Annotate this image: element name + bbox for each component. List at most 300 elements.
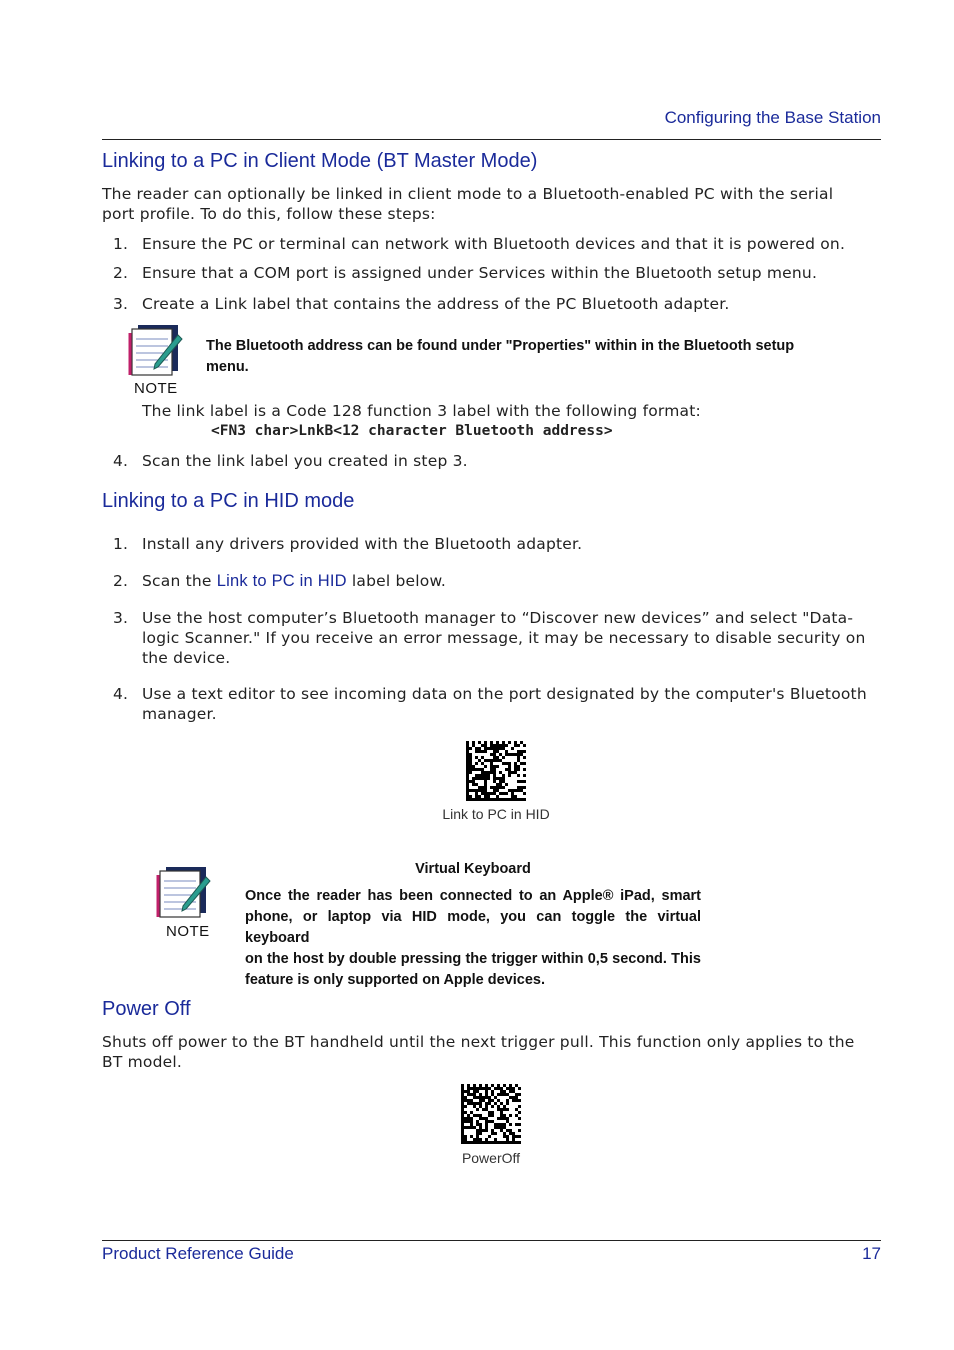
barcode-module bbox=[502, 777, 505, 780]
barcode-module bbox=[499, 747, 502, 750]
barcode-module bbox=[490, 768, 493, 771]
barcode-module bbox=[485, 1087, 488, 1090]
barcode-module bbox=[479, 1132, 482, 1135]
power-off-line2: BT model. bbox=[102, 1053, 183, 1071]
barcode-module bbox=[517, 786, 520, 789]
barcode-module bbox=[514, 741, 517, 744]
barcode-module bbox=[479, 1114, 482, 1117]
barcode-module bbox=[497, 1093, 500, 1096]
barcode-module bbox=[491, 1090, 494, 1093]
barcode-module bbox=[488, 1096, 491, 1099]
barcode-module bbox=[503, 1090, 506, 1093]
note-label: NOTE bbox=[134, 380, 178, 397]
barcode-module bbox=[506, 1138, 509, 1141]
barcode-module bbox=[484, 777, 487, 780]
barcode-module bbox=[488, 1135, 491, 1138]
barcode-module bbox=[509, 1090, 512, 1093]
barcode-module bbox=[461, 1141, 464, 1144]
barcode-module bbox=[461, 1138, 464, 1141]
barcode-module bbox=[469, 771, 472, 774]
barcode-module bbox=[484, 741, 487, 744]
barcode-module bbox=[499, 759, 502, 762]
barcode-module bbox=[467, 1093, 470, 1096]
barcode-module bbox=[506, 1099, 509, 1102]
barcode-module bbox=[500, 1087, 503, 1090]
barcode-module bbox=[518, 1087, 521, 1090]
barcode-module bbox=[485, 1102, 488, 1105]
barcode-module bbox=[508, 765, 511, 768]
barcode-module bbox=[487, 795, 490, 798]
barcode-module bbox=[481, 798, 484, 801]
barcode-module bbox=[484, 798, 487, 801]
barcode-module bbox=[490, 762, 493, 765]
barcode-module bbox=[466, 795, 469, 798]
barcode-module bbox=[494, 1126, 497, 1129]
barcode-module bbox=[488, 1120, 491, 1123]
barcode-module bbox=[494, 1102, 497, 1105]
barcode-module bbox=[475, 774, 478, 777]
barcode-module bbox=[485, 1108, 488, 1111]
barcode-module bbox=[488, 1099, 491, 1102]
barcode-module bbox=[505, 768, 508, 771]
barcode-module bbox=[520, 798, 523, 801]
note-line: on the host by double pressing the trigger within 0,5 second. This bbox=[245, 951, 701, 967]
barcode-module bbox=[473, 1093, 476, 1096]
step-number: 2. bbox=[113, 572, 129, 590]
barcode-module bbox=[466, 798, 469, 801]
barcode-module bbox=[499, 771, 502, 774]
barcode-module bbox=[499, 780, 502, 783]
barcode-module bbox=[502, 780, 505, 783]
barcode-module bbox=[466, 771, 469, 774]
barcode-module bbox=[491, 1111, 494, 1114]
barcode-module bbox=[514, 771, 517, 774]
barcode-module bbox=[500, 1090, 503, 1093]
barcode-module bbox=[500, 1111, 503, 1114]
barcode-module bbox=[476, 1123, 479, 1126]
barcode-module bbox=[481, 792, 484, 795]
step-number: 4. bbox=[113, 685, 129, 703]
barcode-module bbox=[515, 1123, 518, 1126]
step-text: Ensure the PC or terminal can network with Bluetooth devices and that it is powered on. bbox=[142, 235, 846, 253]
barcode-module bbox=[490, 786, 493, 789]
barcode-module bbox=[512, 1096, 515, 1099]
barcode-module bbox=[461, 1129, 464, 1132]
barcode-module bbox=[470, 1123, 473, 1126]
barcode-module bbox=[502, 774, 505, 777]
barcode-module bbox=[491, 1141, 494, 1144]
barcode-module bbox=[523, 792, 526, 795]
barcode-module bbox=[520, 789, 523, 792]
barcode-module bbox=[472, 780, 475, 783]
barcode-module bbox=[506, 1117, 509, 1120]
barcode-module bbox=[493, 771, 496, 774]
barcode-module bbox=[484, 765, 487, 768]
barcode-module bbox=[482, 1099, 485, 1102]
barcode-module bbox=[512, 1135, 515, 1138]
barcode-module bbox=[461, 1120, 464, 1123]
barcode-module bbox=[485, 1141, 488, 1144]
barcode-module bbox=[461, 1108, 464, 1111]
barcode-module bbox=[523, 798, 526, 801]
barcode-module bbox=[502, 792, 505, 795]
barcode-module bbox=[490, 759, 493, 762]
barcode-module bbox=[508, 753, 511, 756]
barcode-module bbox=[512, 1132, 515, 1135]
barcode-module bbox=[478, 768, 481, 771]
barcode-module bbox=[515, 1093, 518, 1096]
barcode-module bbox=[475, 756, 478, 759]
barcode-module bbox=[517, 789, 520, 792]
barcode-module bbox=[479, 1096, 482, 1099]
barcode-module bbox=[503, 1117, 506, 1120]
barcode-module bbox=[496, 786, 499, 789]
barcode-module bbox=[523, 774, 526, 777]
link-to-pc-in-hid-link[interactable]: Link to PC in HID bbox=[216, 572, 347, 590]
barcode-module bbox=[479, 1126, 482, 1129]
barcode-module bbox=[461, 1105, 464, 1108]
barcode-module bbox=[475, 798, 478, 801]
barcode-module bbox=[470, 1087, 473, 1090]
barcode-module bbox=[512, 1141, 515, 1144]
barcode-module bbox=[487, 777, 490, 780]
barcode-module bbox=[517, 759, 520, 762]
barcode-module bbox=[461, 1117, 464, 1120]
barcode-module bbox=[509, 1123, 512, 1126]
barcode-module bbox=[484, 759, 487, 762]
barcode-module bbox=[464, 1096, 467, 1099]
barcode-module bbox=[514, 795, 517, 798]
barcode-module bbox=[469, 759, 472, 762]
step-line: Use a text editor to see incoming data on the port designated by the computer's Bluetooth bbox=[142, 685, 867, 703]
barcode-module bbox=[505, 792, 508, 795]
barcode-module bbox=[493, 750, 496, 753]
barcode-caption-link-hid: Link to PC in HID bbox=[442, 806, 550, 822]
barcode-module bbox=[496, 747, 499, 750]
barcode-module bbox=[475, 777, 478, 780]
barcode-module bbox=[497, 1108, 500, 1111]
barcode-module bbox=[479, 1129, 482, 1132]
note-block-bluetooth-address bbox=[128, 323, 184, 399]
barcode-module bbox=[493, 756, 496, 759]
barcode-module bbox=[514, 765, 517, 768]
barcode-module bbox=[509, 1084, 512, 1087]
barcode-module bbox=[472, 798, 475, 801]
barcode-module bbox=[482, 1108, 485, 1111]
barcode-module bbox=[490, 741, 493, 744]
barcode-module bbox=[467, 1102, 470, 1105]
barcode-module bbox=[467, 1126, 470, 1129]
barcode-module bbox=[514, 762, 517, 765]
barcode-module bbox=[469, 780, 472, 783]
note-line: menu. bbox=[206, 359, 249, 375]
barcode-module bbox=[470, 1102, 473, 1105]
barcode-module bbox=[461, 1132, 464, 1135]
barcode-module bbox=[490, 747, 493, 750]
barcode-module bbox=[509, 1096, 512, 1099]
barcode-module bbox=[503, 1093, 506, 1096]
barcode-module bbox=[485, 1120, 488, 1123]
barcode-module bbox=[461, 1093, 464, 1096]
barcode-module bbox=[464, 1126, 467, 1129]
barcode-module bbox=[509, 1087, 512, 1090]
barcode-module bbox=[484, 774, 487, 777]
barcode-module bbox=[518, 1111, 521, 1114]
barcode-module bbox=[467, 1114, 470, 1117]
step-number: 1. bbox=[113, 535, 129, 553]
barcode-module bbox=[479, 1123, 482, 1126]
barcode-module bbox=[469, 762, 472, 765]
barcode-module bbox=[466, 768, 469, 771]
barcode-module bbox=[481, 768, 484, 771]
barcode-module bbox=[464, 1105, 467, 1108]
barcode-module bbox=[472, 783, 475, 786]
barcode-module bbox=[509, 1114, 512, 1117]
barcode-module bbox=[476, 1096, 479, 1099]
footer-guide-title: Product Reference Guide bbox=[102, 1244, 294, 1263]
barcode-module bbox=[482, 1129, 485, 1132]
barcode-module bbox=[476, 1108, 479, 1111]
barcode-module bbox=[476, 1102, 479, 1105]
barcode-module bbox=[490, 798, 493, 801]
barcode-module bbox=[479, 1099, 482, 1102]
barcode-module bbox=[512, 1090, 515, 1093]
barcode-module bbox=[469, 768, 472, 771]
barcode-module bbox=[509, 1132, 512, 1135]
barcode-module bbox=[472, 789, 475, 792]
barcode-module bbox=[475, 783, 478, 786]
barcode-module bbox=[514, 789, 517, 792]
barcode-module bbox=[508, 741, 511, 744]
barcode-module bbox=[517, 756, 520, 759]
step-number: 4. bbox=[113, 452, 129, 470]
barcode-module bbox=[503, 1084, 506, 1087]
footer-rule bbox=[102, 1240, 881, 1241]
barcode-module bbox=[476, 1138, 479, 1141]
barcode-module bbox=[511, 795, 514, 798]
barcode-module bbox=[482, 1096, 485, 1099]
barcode-module bbox=[461, 1123, 464, 1126]
barcode-module bbox=[500, 1108, 503, 1111]
barcode-module bbox=[490, 765, 493, 768]
barcode-module bbox=[488, 1111, 491, 1114]
barcode-module bbox=[503, 1108, 506, 1111]
barcode-module bbox=[518, 1105, 521, 1108]
barcode-module bbox=[518, 1141, 521, 1144]
barcode-module bbox=[476, 1114, 479, 1117]
barcode-module bbox=[505, 783, 508, 786]
barcode-module bbox=[487, 792, 490, 795]
barcode-module bbox=[506, 1120, 509, 1123]
step-number: 3. bbox=[113, 295, 129, 313]
barcode-module bbox=[473, 1102, 476, 1105]
barcode-module bbox=[490, 792, 493, 795]
barcode-module bbox=[523, 762, 526, 765]
step-line: manager. bbox=[142, 705, 217, 723]
datamatrix-barcode-icon bbox=[466, 741, 526, 801]
barcode-module bbox=[503, 1114, 506, 1117]
barcode-module bbox=[511, 771, 514, 774]
barcode-module bbox=[506, 1141, 509, 1144]
barcode-module bbox=[502, 741, 505, 744]
barcode-module bbox=[464, 1117, 467, 1120]
barcode-module bbox=[493, 792, 496, 795]
barcode-module bbox=[466, 747, 469, 750]
barcode-module bbox=[497, 1099, 500, 1102]
barcode-module bbox=[461, 1099, 464, 1102]
barcode-module bbox=[497, 1105, 500, 1108]
barcode-module bbox=[467, 1099, 470, 1102]
barcode-module bbox=[502, 744, 505, 747]
barcode-module bbox=[496, 750, 499, 753]
barcode-module bbox=[473, 1105, 476, 1108]
barcode-module bbox=[472, 765, 475, 768]
barcode-module bbox=[515, 1108, 518, 1111]
barcode-module bbox=[505, 744, 508, 747]
barcode-module bbox=[503, 1126, 506, 1129]
barcode-module bbox=[466, 744, 469, 747]
barcode-module bbox=[485, 1126, 488, 1129]
barcode-module bbox=[502, 786, 505, 789]
barcode-module bbox=[464, 1111, 467, 1114]
barcode-module bbox=[491, 1084, 494, 1087]
barcode-module bbox=[523, 750, 526, 753]
barcode-module bbox=[503, 1135, 506, 1138]
barcode-module bbox=[466, 789, 469, 792]
barcode-module bbox=[466, 762, 469, 765]
power-off-description bbox=[102, 1032, 882, 1072]
barcode-module bbox=[485, 1093, 488, 1096]
barcode-module bbox=[512, 1087, 515, 1090]
barcode-module bbox=[473, 1126, 476, 1129]
barcode-module bbox=[473, 1090, 476, 1093]
barcode-module bbox=[481, 789, 484, 792]
barcode-module bbox=[467, 1141, 470, 1144]
barcode-module bbox=[496, 756, 499, 759]
barcode-module bbox=[482, 1141, 485, 1144]
client-intro-line1: The reader can optionally be linked in client mode to a Bluetooth-enabled PC with the serial bbox=[102, 185, 834, 203]
barcode-module bbox=[488, 1087, 491, 1090]
barcode-module bbox=[481, 771, 484, 774]
barcode-module bbox=[520, 780, 523, 783]
barcode-module bbox=[461, 1102, 464, 1105]
note-line: Once the reader has been connected to an Apple® iPad, smart bbox=[245, 888, 701, 904]
barcode-module bbox=[467, 1117, 470, 1120]
barcode-module bbox=[514, 744, 517, 747]
barcode-module bbox=[479, 1102, 482, 1105]
barcode-module bbox=[493, 759, 496, 762]
barcode-module bbox=[517, 753, 520, 756]
barcode-module bbox=[469, 747, 472, 750]
note-block-virtual-keyboard bbox=[156, 865, 212, 941]
barcode-module bbox=[499, 786, 502, 789]
step-text bbox=[142, 608, 880, 668]
barcode-module bbox=[496, 744, 499, 747]
barcode-module bbox=[481, 774, 484, 777]
barcode-module bbox=[470, 1120, 473, 1123]
barcode-module bbox=[476, 1129, 479, 1132]
barcode-module bbox=[493, 798, 496, 801]
step-text: Scan the link label you created in step 3. bbox=[142, 452, 468, 470]
barcode-module bbox=[484, 792, 487, 795]
barcode-module bbox=[475, 762, 478, 765]
barcode-module bbox=[523, 780, 526, 783]
barcode-module bbox=[520, 750, 523, 753]
barcode-module bbox=[503, 1132, 506, 1135]
barcode-module bbox=[491, 1129, 494, 1132]
barcode-module bbox=[467, 1084, 470, 1087]
step-number: 3. bbox=[113, 609, 129, 627]
barcode-module bbox=[469, 753, 472, 756]
barcode-module bbox=[485, 1123, 488, 1126]
barcode-module bbox=[491, 1120, 494, 1123]
format-code: <FN3 char>LnkB<12 character Bluetooth address> bbox=[211, 423, 613, 439]
barcode-module bbox=[469, 789, 472, 792]
barcode-module bbox=[481, 756, 484, 759]
note-text-virtual-keyboard bbox=[245, 886, 701, 991]
barcode-module bbox=[493, 747, 496, 750]
barcode-module bbox=[514, 753, 517, 756]
barcode-module bbox=[472, 777, 475, 780]
barcode-module bbox=[494, 1087, 497, 1090]
barcode-module bbox=[475, 795, 478, 798]
section-heading-hid-mode: Linking to a PC in HID mode bbox=[102, 490, 355, 512]
barcode-module bbox=[517, 765, 520, 768]
step-line: Use the host computer’s Bluetooth manager to “Discover new devices” and select "Data- bbox=[142, 609, 854, 627]
barcode-module bbox=[484, 744, 487, 747]
barcode-module bbox=[475, 789, 478, 792]
note-text-bluetooth-address bbox=[206, 336, 826, 378]
barcode-module bbox=[496, 741, 499, 744]
barcode-module bbox=[461, 1084, 464, 1087]
note-line: feature is only supported on Apple devices. bbox=[245, 972, 545, 988]
barcode-module bbox=[476, 1132, 479, 1135]
barcode-module bbox=[479, 1117, 482, 1120]
barcode-module bbox=[473, 1141, 476, 1144]
step-text-before: Scan the bbox=[142, 572, 217, 590]
barcode-module bbox=[511, 792, 514, 795]
barcode-module bbox=[497, 1087, 500, 1090]
step-text bbox=[142, 571, 880, 591]
barcode-module bbox=[466, 780, 469, 783]
barcode-module bbox=[512, 1099, 515, 1102]
barcode-module bbox=[487, 759, 490, 762]
barcode-module bbox=[479, 1138, 482, 1141]
barcode-module bbox=[473, 1084, 476, 1087]
barcode-module bbox=[506, 1093, 509, 1096]
barcode-module bbox=[482, 1087, 485, 1090]
barcode-module bbox=[487, 771, 490, 774]
section-heading-client-mode: Linking to a PC in Client Mode (BT Master Mode) bbox=[102, 150, 538, 172]
barcode-module bbox=[476, 1141, 479, 1144]
barcode-module bbox=[518, 1117, 521, 1120]
barcode-module bbox=[461, 1126, 464, 1129]
barcode-caption-poweroff: PowerOff bbox=[461, 1150, 521, 1166]
barcode-module bbox=[520, 786, 523, 789]
barcode-module bbox=[503, 1105, 506, 1108]
barcode-module bbox=[466, 741, 469, 744]
barcode-module bbox=[481, 750, 484, 753]
barcode-module bbox=[484, 780, 487, 783]
barcode-module bbox=[508, 762, 511, 765]
barcode-module bbox=[470, 1099, 473, 1102]
barcode-module bbox=[479, 1141, 482, 1144]
barcode-module bbox=[491, 1132, 494, 1135]
barcode-module bbox=[493, 774, 496, 777]
barcode-module bbox=[461, 1096, 464, 1099]
barcode-module bbox=[500, 1093, 503, 1096]
barcode-module bbox=[505, 762, 508, 765]
